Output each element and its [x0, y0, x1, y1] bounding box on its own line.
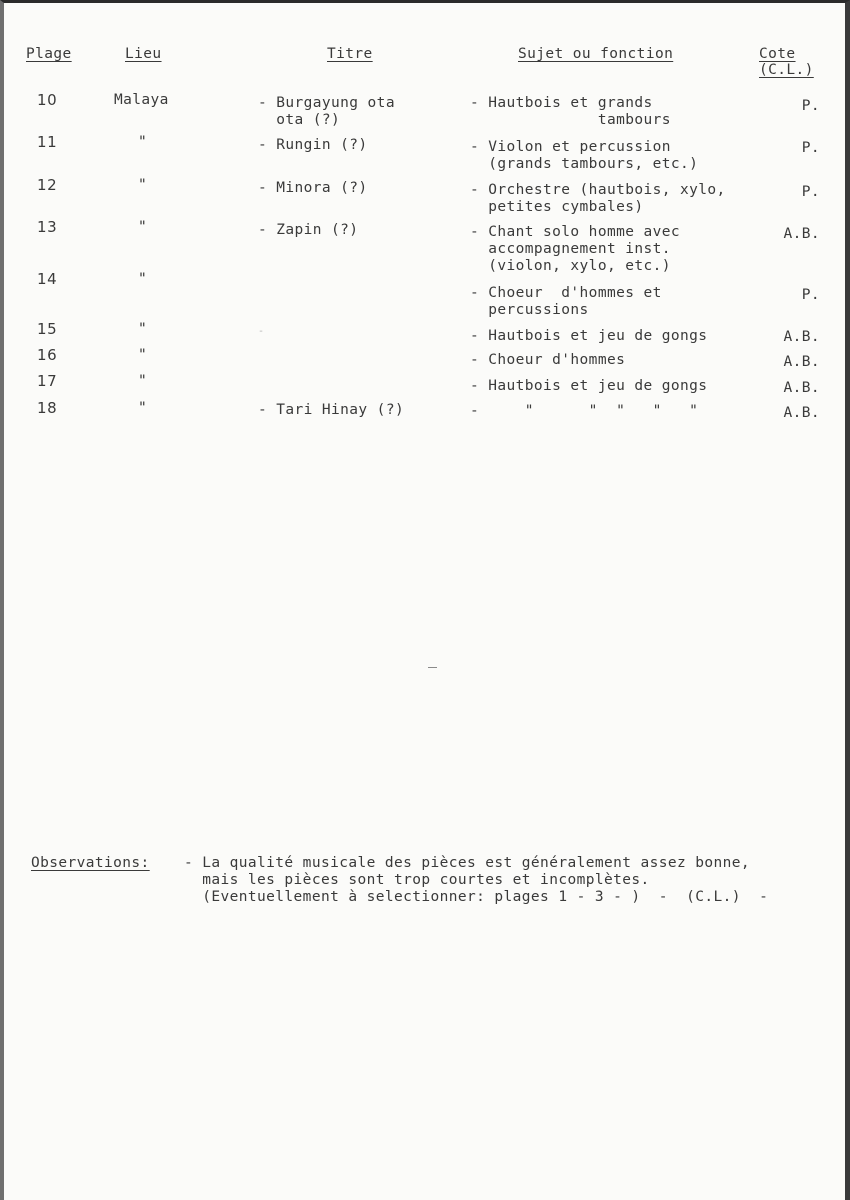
- cell-titre: - Zapin (?): [258, 222, 359, 238]
- stray-mark: [428, 667, 437, 668]
- cell-lieu: ": [138, 400, 148, 416]
- cell-plage: 13: [37, 218, 58, 236]
- cell-lieu: ": [138, 321, 148, 337]
- cell-sujet: - Choeur d'hommes et percussions: [470, 285, 662, 318]
- cell-cote: P.: [801, 140, 820, 156]
- observations-label: Observations:: [31, 855, 150, 871]
- cell-cote: A.B.: [783, 405, 820, 421]
- cell-sujet: - " " " " ": [470, 403, 699, 419]
- cell-lieu: ": [138, 373, 148, 389]
- observations-text: - La qualité musicale des pièces est généralement assez bonne, mais les pièces sont trop courtes et incomplètes. (Eventuellement à selectionner: plages 1 - 3 - ) - (C.L.) -: [184, 855, 769, 905]
- cell-sujet: - Hautbois et grands tambours: [470, 95, 671, 128]
- cell-plage: 10: [37, 91, 58, 109]
- header-cote: Cote (C.L.): [759, 46, 814, 78]
- cell-plage: 12: [37, 176, 58, 194]
- header-lieu: Lieu: [125, 46, 162, 62]
- cell-cote: A.B.: [783, 329, 820, 345]
- cell-cote: A.B.: [783, 354, 820, 370]
- cell-titre: - Tari Hinay (?): [258, 402, 405, 418]
- cell-lieu: ": [138, 271, 148, 287]
- cell-plage: 11: [37, 133, 58, 151]
- cell-lieu: ": [138, 347, 148, 363]
- cell-sujet: - Orchestre (hautbois, xylo, petites cymbales): [470, 182, 726, 215]
- cell-lieu: ": [138, 219, 148, 235]
- cell-plage: 14: [37, 270, 58, 288]
- cell-sujet: - Violon et percussion (grands tambours, etc.): [470, 139, 699, 172]
- cell-titre: -: [258, 326, 265, 337]
- cell-cote: A.B.: [783, 380, 820, 396]
- cell-titre: - Rungin (?): [258, 137, 368, 153]
- cell-sujet: - Chant solo homme avec accompagnement inst. (violon, xylo, etc.): [470, 224, 680, 274]
- cell-cote: A.B.: [783, 226, 820, 242]
- cell-sujet: - Hautbois et jeu de gongs: [470, 378, 708, 394]
- cell-cote: P.: [801, 287, 820, 303]
- header-plage: Plage: [26, 46, 72, 62]
- cell-plage: 16: [37, 346, 58, 364]
- cell-titre: - Burgayung ota ota (?): [258, 95, 395, 128]
- cell-plage: 18: [37, 399, 58, 417]
- cell-titre: - Minora (?): [258, 180, 368, 196]
- cell-cote: P.: [801, 184, 820, 200]
- cell-cote: P.: [801, 98, 820, 114]
- cell-lieu: ": [138, 134, 148, 150]
- cell-lieu: ": [138, 177, 148, 193]
- header-titre: Titre: [327, 46, 373, 62]
- cell-lieu: Malaya: [114, 92, 169, 108]
- cell-plage: 17: [37, 372, 58, 390]
- cell-plage: 15: [37, 320, 58, 338]
- header-sujet: Sujet ou fonction: [518, 46, 674, 62]
- cell-sujet: - Choeur d'hommes: [470, 352, 626, 368]
- cell-sujet: - Hautbois et jeu de gongs: [470, 328, 708, 344]
